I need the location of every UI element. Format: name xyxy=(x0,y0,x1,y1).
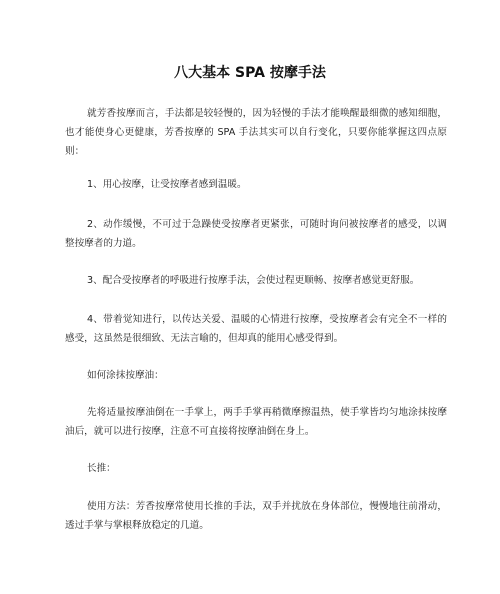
paragraph-principle-3: 3、配合受按摩者的呼吸进行按摩手法，会使过程更顺畅、按摩者感觉更舒服。 xyxy=(87,275,420,286)
section-heading-long-push: 长推： xyxy=(87,463,116,474)
paragraph-intro: 就芳香按摩而言，手法都是较轻慢的，因为轻慢的手法才能唤醒最细微的感知细胞，也才能使身心更健康，芳香按摩的 SPA 手法其实可以自行变化，只要你能掌握这四点原则： xyxy=(65,108,447,157)
paragraph-long-push-method: 使用方法：芳香按摩常使用长推的手法，双手并扰放在身体部位，慢慢地往前滑动，透过手掌与掌根释放稳定的几道。 xyxy=(65,501,447,531)
document-title: 八大基本 SPA 按摩手法 xyxy=(174,65,326,81)
section-heading-oil: 如何涂抹按摩油： xyxy=(87,370,164,381)
paragraph-principle-1: 1、用心按摩，让受按摩者感到温暖。 xyxy=(87,179,247,190)
paragraph-principle-2: 2、动作缓慢，不可过于急躁使受按摩者更紧张，可随时询问被按摩者的感受，以调整按摩者的力道。 xyxy=(65,219,447,249)
paragraph-oil-method: 先将适量按摩油倒在一手掌上，两手手掌再稍微摩擦温热，使手掌皆均匀地涂抹按摩油后，就可以进行按摩，注意不可直接将按摩油倒在身上。 xyxy=(65,407,447,437)
paragraph-principle-4: 4、带着觉知进行，以传达关爱、温暖的心情进行按摩，受按摩者会有完全不一样的感受，这虽然是很细致、无法言喻的，但却真的能用心感受得到。 xyxy=(65,314,447,344)
